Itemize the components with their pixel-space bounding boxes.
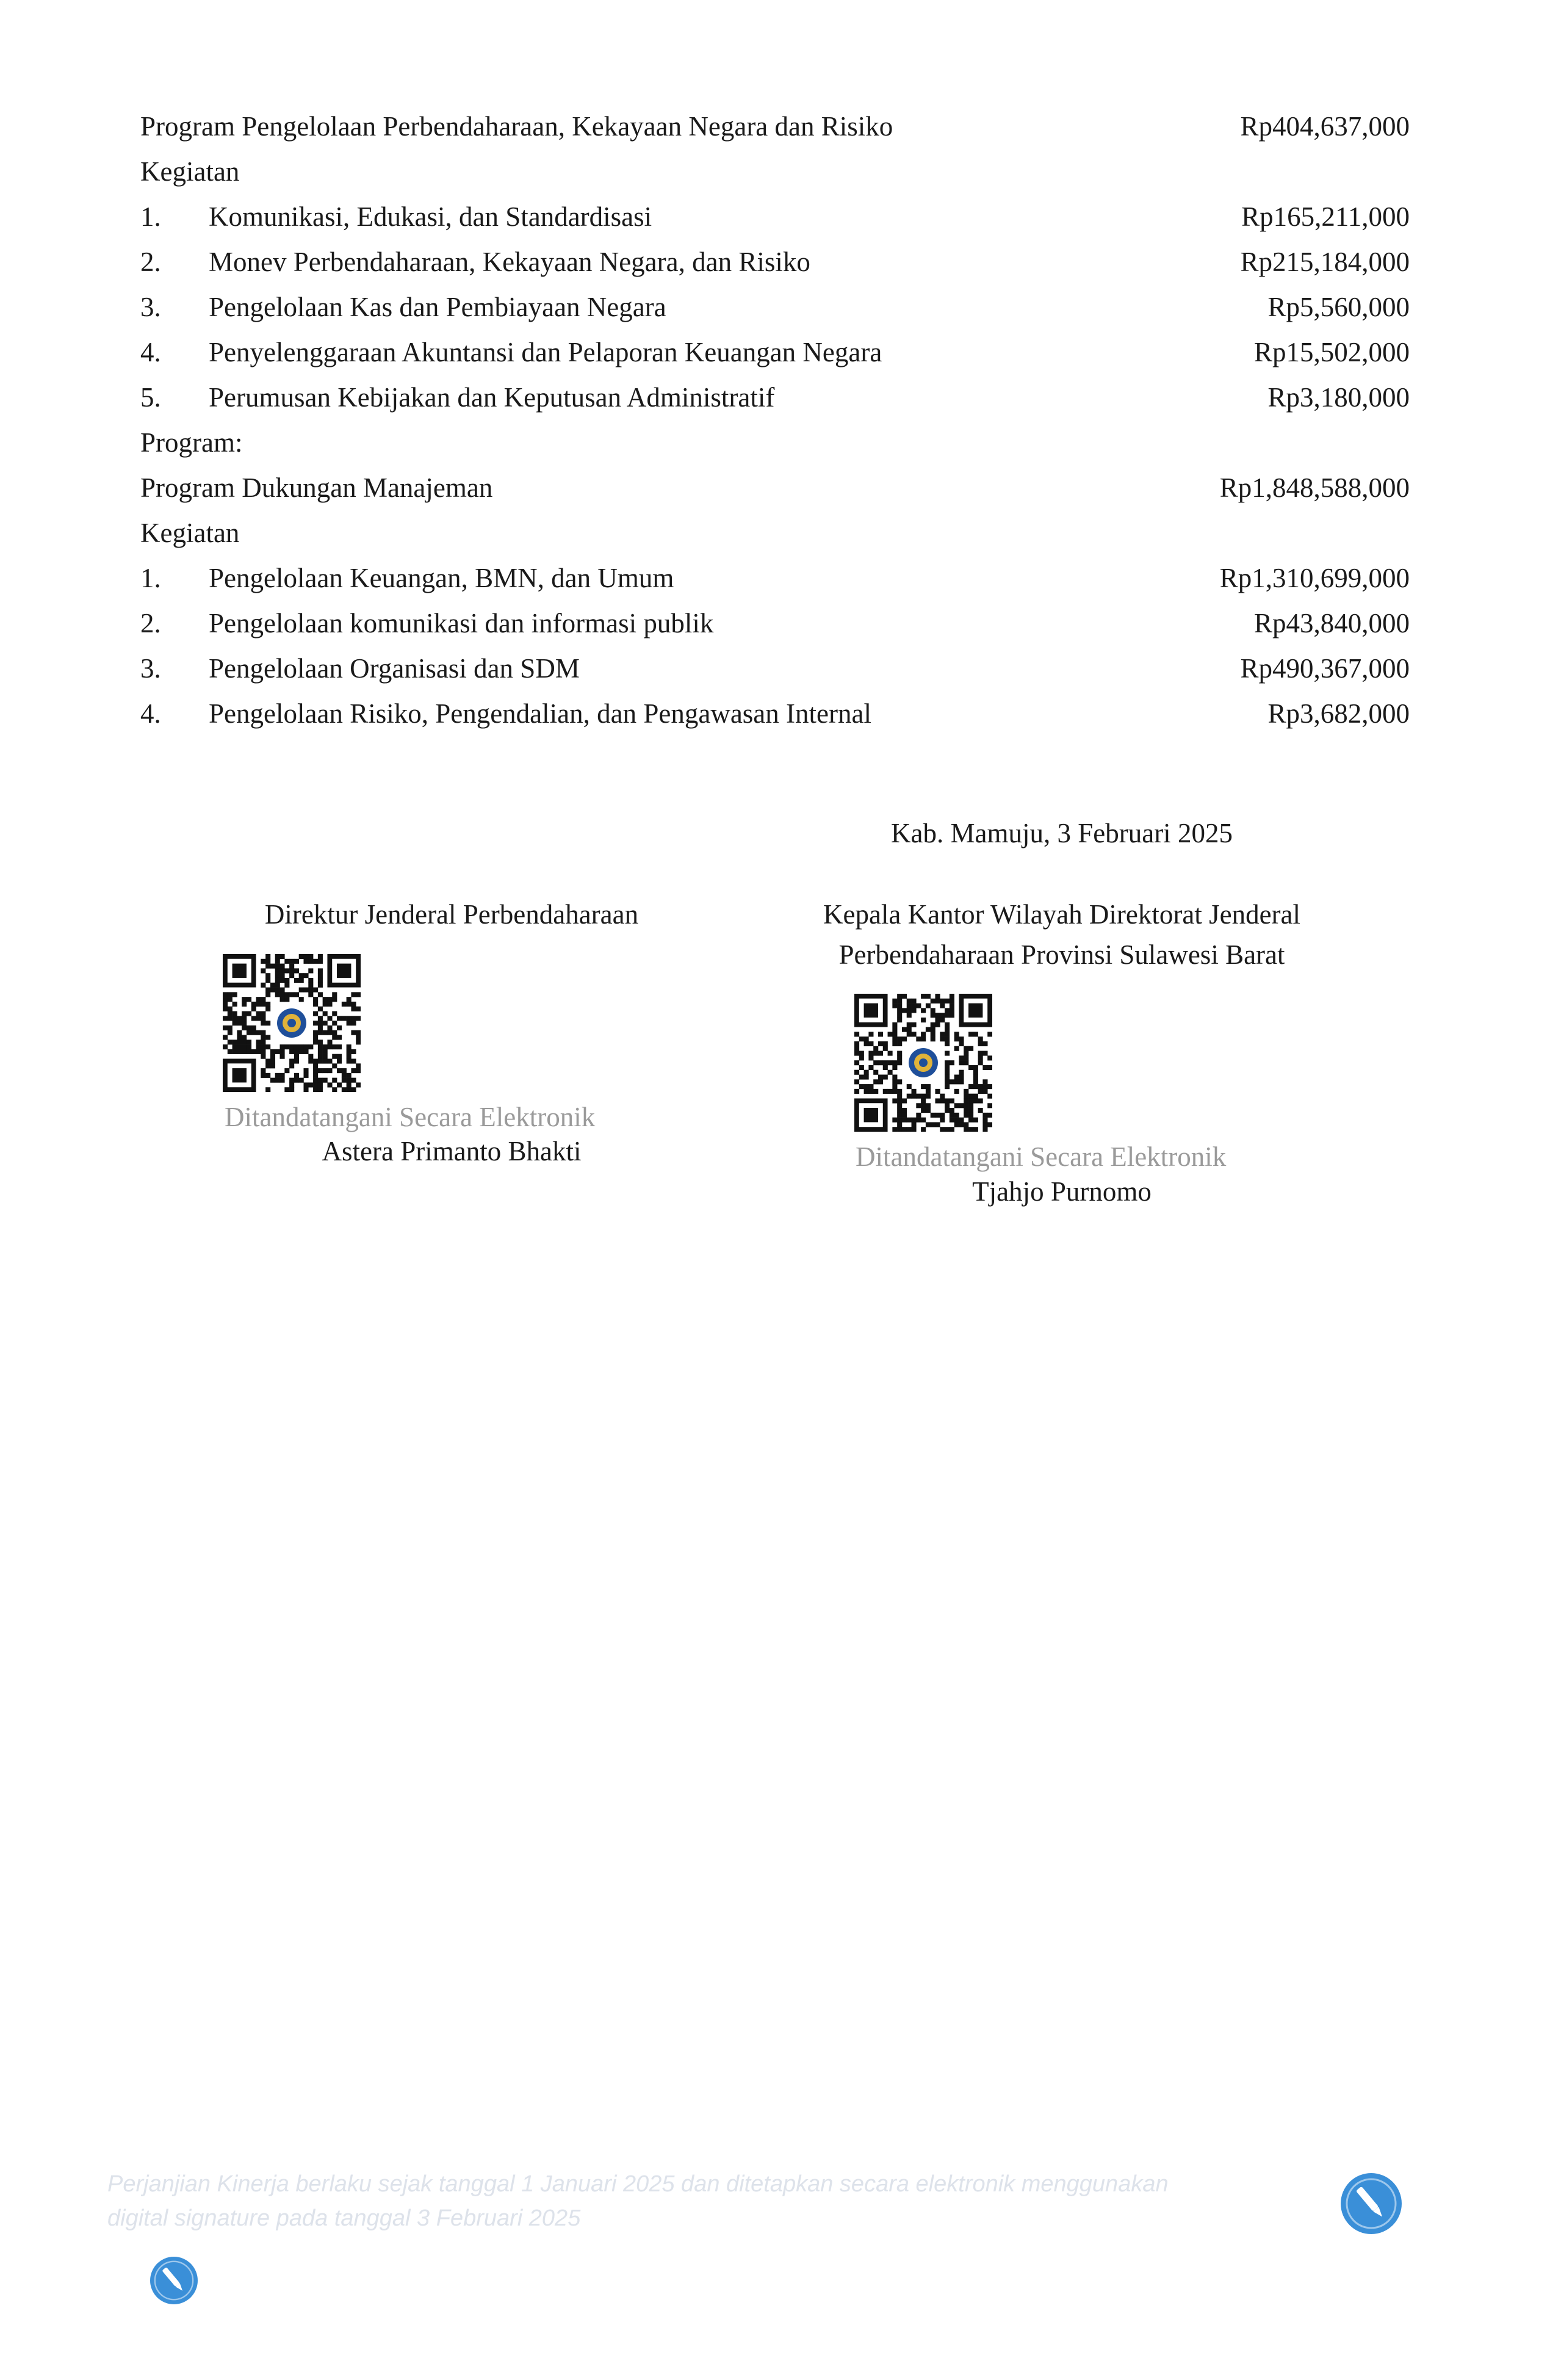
budget-row-label-group [140,465,492,510]
budget-row [140,149,1410,194]
budget-row [140,104,1410,149]
budget-row-amount: Rp3,180,000 [1267,382,1410,413]
budget-row-label: Program Dukungan Manajeman [140,472,493,503]
budget-row-label: Pengelolaan Risiko, Pengendalian, dan Pengawasan Internal [209,698,871,729]
left-title-line: Direktur Jenderal Perbendaharaan [264,899,639,930]
budget-row-label-group [140,555,674,601]
budget-row-label-group [140,420,242,465]
right-signer-name: Tjahjo Purnomo [972,1176,1152,1207]
budget-row-number: 4. [140,698,161,729]
budget-row [140,284,1410,330]
budget-row [140,330,1410,375]
right-signatory-title [793,894,1330,975]
budget-row-label-group [140,510,239,555]
budget-row-label-group [140,691,871,736]
budget-row-label: Penyelenggaraan Akuntansi dan Pelaporan Keuangan Negara [209,337,882,367]
right-title-line-2: Perbendaharaan Provinsi Sulawesi Barat [838,939,1285,970]
budget-row [140,465,1410,510]
budget-row [140,194,1410,239]
budget-row-label-group [140,284,666,330]
budget-row-label: Perumusan Kebijakan dan Keputusan Administratif [209,382,775,413]
budget-row [140,601,1410,646]
budget-list [140,104,1410,736]
budget-row-amount: Rp1,848,588,000 [1219,472,1410,503]
left-signer-name: Astera Primanto Bhakti [322,1136,582,1166]
budget-row-label-group [140,194,652,239]
budget-row-number: 2. [140,608,161,638]
budget-row-amount: Rp215,184,000 [1240,247,1410,277]
budget-row [140,646,1410,691]
left-signed-note: Ditandatangani Secara Elektronik [225,1102,596,1132]
budget-row-label-group [140,601,713,646]
budget-row-label: Kegiatan [140,518,240,548]
budget-row [140,555,1410,601]
budget-row-label-group [140,239,810,284]
budget-row-label-group [140,646,580,691]
budget-row-number: 3. [140,653,161,684]
budget-row-amount: Rp404,637,000 [1240,111,1410,142]
budget-row-number: 3. [140,292,161,322]
budget-row-amount: Rp15,502,000 [1253,337,1410,367]
budget-row [140,691,1410,736]
budget-row-amount: Rp3,682,000 [1267,698,1410,729]
budget-row-label: Pengelolaan Kas dan Pembiayaan Negara [209,292,666,322]
pen-badge-icon [150,2257,198,2304]
budget-row [140,375,1410,420]
budget-row-label-group [140,330,882,375]
budget-row-amount: Rp1,310,699,000 [1219,563,1410,593]
budget-row-number: 2. [140,247,161,277]
budget-row-amount: Rp490,367,000 [1240,653,1410,684]
pen-badge-icon [1341,2173,1402,2234]
budget-row-label: Pengelolaan Organisasi dan SDM [209,653,580,684]
budget-row [140,239,1410,284]
place-date: Kab. Mamuju, 3 Februari 2025 [891,818,1233,848]
footer-note [107,2167,1328,2235]
qr-code-icon [223,954,361,1092]
budget-row-label-group [140,104,893,149]
budget-row-number: 1. [140,201,161,232]
right-title-line-1: Kepala Kantor Wilayah Direktorat Jenderal [823,899,1301,930]
footer-note-line-1: Perjanjian Kinerja berlaku sejak tanggal 1 Januari 2025 dan ditetapkan secara elektronik menggunakan [107,2171,1169,2197]
budget-row-amount: Rp5,560,000 [1267,292,1410,322]
budget-row-label: Program: [140,427,243,458]
budget-row [140,420,1410,465]
budget-row-label: Komunikasi, Edukasi, dan Standardisasi [209,201,652,232]
qr-code-icon [854,994,992,1132]
budget-row-number: 4. [140,337,161,367]
budget-row-label: Kegiatan [140,156,240,187]
budget-row-label-group [140,375,774,420]
budget-row-amount: Rp165,211,000 [1241,201,1410,232]
budget-row-label: Monev Perbendaharaan, Kekayaan Negara, dan Risiko [209,247,810,277]
budget-row-number: 5. [140,382,161,413]
budget-row [140,510,1410,555]
budget-row-number: 1. [140,563,161,593]
budget-row-label: Pengelolaan komunikasi dan informasi publik [209,608,714,638]
budget-row-label-group [140,149,239,194]
footer-note-line-2: digital signature pada tanggal 3 Februari 2025 [107,2205,581,2231]
left-signatory-title [183,894,720,935]
budget-row-label: Program Pengelolaan Perbendaharaan, Kekayaan Negara dan Risiko [140,111,893,142]
budget-row-label: Pengelolaan Keuangan, BMN, dan Umum [209,563,674,593]
budget-row-amount: Rp43,840,000 [1253,608,1410,638]
right-signed-note: Ditandatangani Secara Elektronik [856,1141,1227,1172]
